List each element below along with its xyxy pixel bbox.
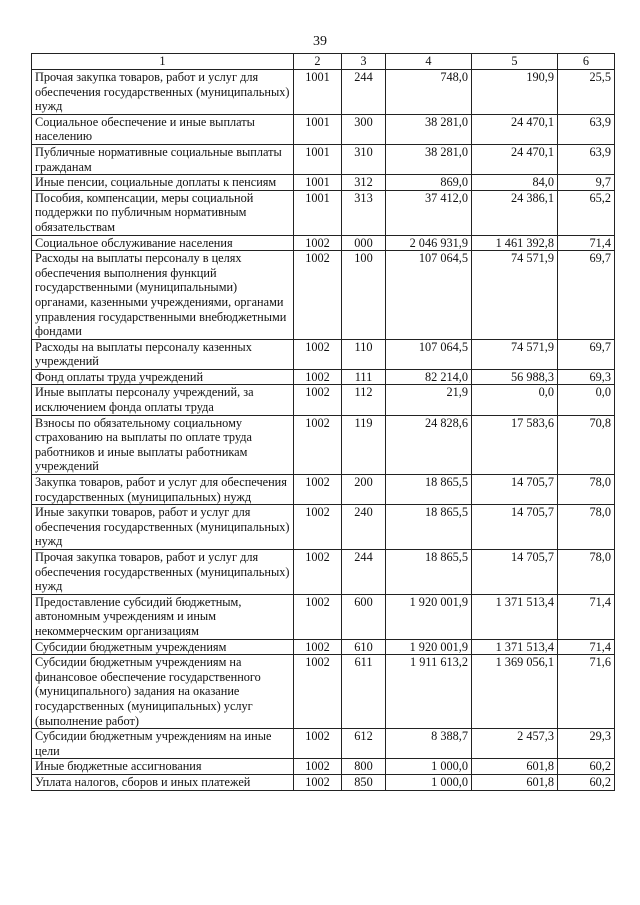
execution-percent: 70,8 — [558, 415, 615, 474]
planned-amount: 1 920 001,9 — [386, 639, 472, 655]
expense-name: Субсидии бюджетным учреждениям на иные цели — [32, 729, 294, 759]
section-code: 1001 — [294, 144, 342, 174]
column-header-6: 6 — [558, 54, 615, 70]
expense-type-code: 112 — [342, 385, 386, 415]
expense-type-code: 110 — [342, 339, 386, 369]
expense-name: Субсидии бюджетным учреждениям на финансовое обеспечение государственного (муниципального) задания на оказание государственных (муниципальных) услуг (выполнение работ) — [32, 655, 294, 729]
expense-type-code: 111 — [342, 369, 386, 385]
section-code: 1002 — [294, 729, 342, 759]
planned-amount: 38 281,0 — [386, 114, 472, 144]
actual-amount: 1 369 056,1 — [472, 655, 558, 729]
section-code: 1001 — [294, 175, 342, 191]
planned-amount: 18 865,5 — [386, 505, 472, 550]
planned-amount: 1 000,0 — [386, 759, 472, 775]
actual-amount: 14 705,7 — [472, 475, 558, 505]
execution-percent: 63,9 — [558, 144, 615, 174]
table-row — [32, 759, 615, 775]
execution-percent: 9,7 — [558, 175, 615, 191]
section-code: 1002 — [294, 415, 342, 474]
table-row — [32, 339, 615, 369]
expense-name: Закупка товаров, работ и услуг для обеспечения государственных (муниципальных) нужд — [32, 475, 294, 505]
planned-amount: 107 064,5 — [386, 339, 472, 369]
actual-amount: 17 583,6 — [472, 415, 558, 474]
expense-name: Прочая закупка товаров, работ и услуг для обеспечения государственных (муниципальных) нужд — [32, 70, 294, 115]
page-number: 39 — [313, 34, 327, 49]
planned-amount: 82 214,0 — [386, 369, 472, 385]
actual-amount: 14 705,7 — [472, 505, 558, 550]
expense-type-code: 612 — [342, 729, 386, 759]
execution-percent: 69,3 — [558, 369, 615, 385]
expense-name: Уплата налогов, сборов и иных платежей — [32, 774, 294, 790]
actual-amount: 0,0 — [472, 385, 558, 415]
section-code: 1002 — [294, 251, 342, 340]
actual-amount: 56 988,3 — [472, 369, 558, 385]
expense-name: Иные закупки товаров, работ и услуг для обеспечения государственных (муниципальных) нужд — [32, 505, 294, 550]
column-header-2: 2 — [294, 54, 342, 70]
expense-type-code: 850 — [342, 774, 386, 790]
planned-amount: 748,0 — [386, 70, 472, 115]
table-row — [32, 190, 615, 235]
actual-amount: 24 386,1 — [472, 190, 558, 235]
expense-type-code: 610 — [342, 639, 386, 655]
actual-amount: 1 371 513,4 — [472, 639, 558, 655]
expense-name: Расходы на выплаты персоналу в целях обеспечения выполнения функций государственными (муниципальными) органами, казенными учреждениями, органами управления государственными внебюджетными фондами — [32, 251, 294, 340]
section-code: 1002 — [294, 475, 342, 505]
section-code: 1002 — [294, 505, 342, 550]
expense-type-code: 300 — [342, 114, 386, 144]
expense-name: Взносы по обязательному социальному страхованию на выплаты по оплате труда работников и иные выплаты работникам учреждений — [32, 415, 294, 474]
section-code: 1002 — [294, 235, 342, 251]
expense-name: Пособия, компенсации, меры социальной поддержки по публичным нормативным обязательствам — [32, 190, 294, 235]
section-code: 1002 — [294, 639, 342, 655]
planned-amount: 1 000,0 — [386, 774, 472, 790]
table-row — [32, 594, 615, 639]
expense-name: Публичные нормативные социальные выплаты гражданам — [32, 144, 294, 174]
expense-type-code: 312 — [342, 175, 386, 191]
section-code: 1002 — [294, 339, 342, 369]
actual-amount: 14 705,7 — [472, 550, 558, 595]
planned-amount: 2 046 931,9 — [386, 235, 472, 251]
section-code: 1001 — [294, 114, 342, 144]
expense-name: Фонд оплаты труда учреждений — [32, 369, 294, 385]
table-row — [32, 369, 615, 385]
execution-percent: 71,4 — [558, 594, 615, 639]
expense-type-code: 800 — [342, 759, 386, 775]
section-code: 1002 — [294, 759, 342, 775]
execution-percent: 65,2 — [558, 190, 615, 235]
expense-name: Прочая закупка товаров, работ и услуг для обеспечения государственных (муниципальных) нужд — [32, 550, 294, 595]
expense-type-code: 100 — [342, 251, 386, 340]
expense-name: Социальное обслуживание населения — [32, 235, 294, 251]
section-code: 1001 — [294, 190, 342, 235]
expense-name: Субсидии бюджетным учреждениям — [32, 639, 294, 655]
table-row — [32, 655, 615, 729]
table-row — [32, 505, 615, 550]
execution-percent: 25,5 — [558, 70, 615, 115]
table-row — [32, 175, 615, 191]
actual-amount: 74 571,9 — [472, 339, 558, 369]
expense-type-code: 244 — [342, 550, 386, 595]
expense-type-code: 244 — [342, 70, 386, 115]
planned-amount: 869,0 — [386, 175, 472, 191]
table-row — [32, 774, 615, 790]
expense-type-code: 000 — [342, 235, 386, 251]
planned-amount: 1 911 613,2 — [386, 655, 472, 729]
planned-amount: 38 281,0 — [386, 144, 472, 174]
actual-amount: 601,8 — [472, 774, 558, 790]
section-code: 1002 — [294, 655, 342, 729]
expense-name: Иные пенсии, социальные доплаты к пенсиям — [32, 175, 294, 191]
actual-amount: 24 470,1 — [472, 114, 558, 144]
actual-amount: 1 461 392,8 — [472, 235, 558, 251]
expense-type-code: 119 — [342, 415, 386, 474]
budget-table — [31, 53, 615, 791]
planned-amount: 107 064,5 — [386, 251, 472, 340]
expense-type-code: 313 — [342, 190, 386, 235]
table-row — [32, 639, 615, 655]
execution-percent: 63,9 — [558, 114, 615, 144]
actual-amount: 74 571,9 — [472, 251, 558, 340]
table-row — [32, 385, 615, 415]
column-header-3: 3 — [342, 54, 386, 70]
section-code: 1001 — [294, 70, 342, 115]
execution-percent: 78,0 — [558, 550, 615, 595]
section-code: 1002 — [294, 385, 342, 415]
expense-name: Расходы на выплаты персоналу казенных учреждений — [32, 339, 294, 369]
actual-amount: 24 470,1 — [472, 144, 558, 174]
table-row — [32, 144, 615, 174]
section-code: 1002 — [294, 594, 342, 639]
expense-type-code: 600 — [342, 594, 386, 639]
actual-amount: 2 457,3 — [472, 729, 558, 759]
column-header-1: 1 — [32, 54, 294, 70]
table-row — [32, 251, 615, 340]
expense-type-code: 310 — [342, 144, 386, 174]
section-code: 1002 — [294, 550, 342, 595]
execution-percent: 71,4 — [558, 639, 615, 655]
execution-percent: 78,0 — [558, 475, 615, 505]
column-header-4: 4 — [386, 54, 472, 70]
expense-type-code: 240 — [342, 505, 386, 550]
expense-type-code: 200 — [342, 475, 386, 505]
execution-percent: 71,4 — [558, 235, 615, 251]
execution-percent: 69,7 — [558, 251, 615, 340]
table-row — [32, 70, 615, 115]
table-row — [32, 729, 615, 759]
expense-name: Иные бюджетные ассигнования — [32, 759, 294, 775]
expense-name: Иные выплаты персоналу учреждений, за исключением фонда оплаты труда — [32, 385, 294, 415]
execution-percent: 71,6 — [558, 655, 615, 729]
expense-type-code: 611 — [342, 655, 386, 729]
execution-percent: 60,2 — [558, 759, 615, 775]
table-row — [32, 550, 615, 595]
planned-amount: 24 828,6 — [386, 415, 472, 474]
execution-percent: 78,0 — [558, 505, 615, 550]
execution-percent: 0,0 — [558, 385, 615, 415]
actual-amount: 1 371 513,4 — [472, 594, 558, 639]
column-header-5: 5 — [472, 54, 558, 70]
header-row — [32, 54, 615, 70]
expense-name: Социальное обеспечение и иные выплаты населению — [32, 114, 294, 144]
expense-name: Предоставление субсидий бюджетным, автономным учреждениям и иным некоммерческим организациям — [32, 594, 294, 639]
table-row — [32, 415, 615, 474]
table-row — [32, 114, 615, 144]
table-row — [32, 475, 615, 505]
table-row — [32, 235, 615, 251]
actual-amount: 84,0 — [472, 175, 558, 191]
planned-amount: 1 920 001,9 — [386, 594, 472, 639]
execution-percent: 60,2 — [558, 774, 615, 790]
actual-amount: 190,9 — [472, 70, 558, 115]
planned-amount: 21,9 — [386, 385, 472, 415]
planned-amount: 37 412,0 — [386, 190, 472, 235]
execution-percent: 69,7 — [558, 339, 615, 369]
planned-amount: 18 865,5 — [386, 475, 472, 505]
section-code: 1002 — [294, 369, 342, 385]
actual-amount: 601,8 — [472, 759, 558, 775]
planned-amount: 18 865,5 — [386, 550, 472, 595]
planned-amount: 8 388,7 — [386, 729, 472, 759]
section-code: 1002 — [294, 774, 342, 790]
execution-percent: 29,3 — [558, 729, 615, 759]
